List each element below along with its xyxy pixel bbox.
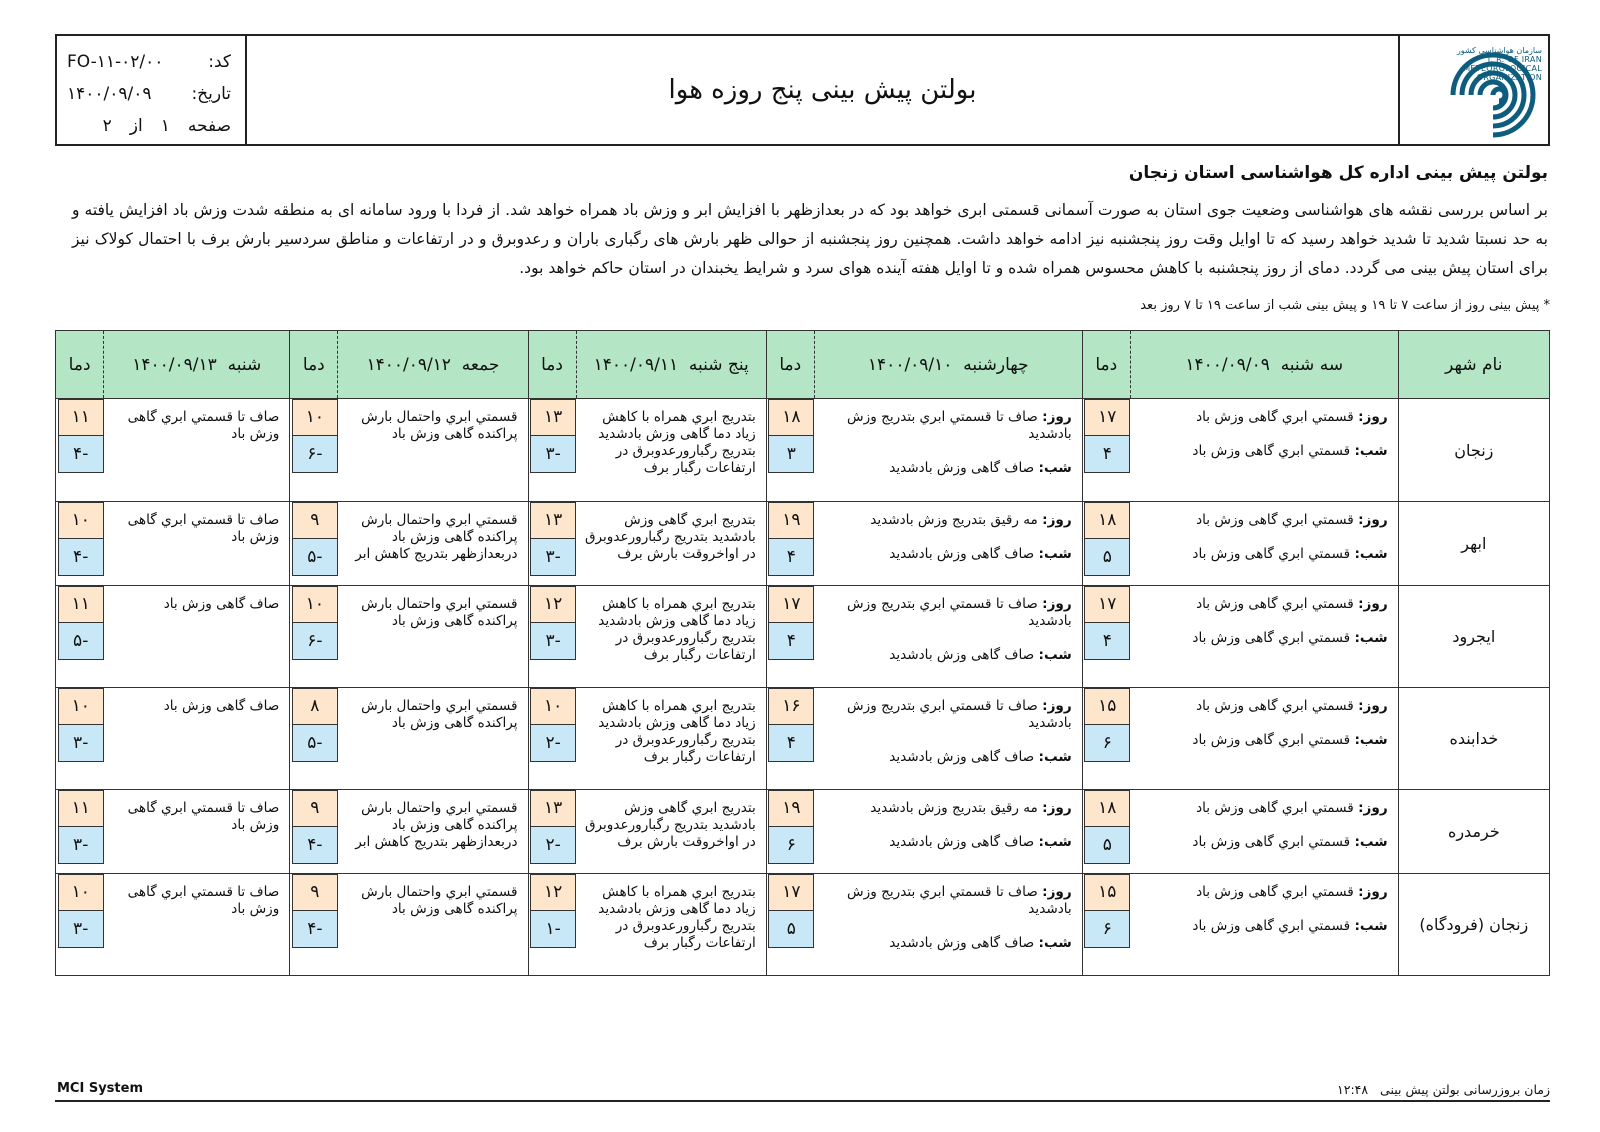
night-forecast bbox=[822, 647, 1071, 664]
min-temp: -۴ bbox=[58, 436, 104, 473]
forecast-cell bbox=[338, 399, 528, 502]
max-temp: ۱۱ bbox=[58, 586, 104, 623]
city-name: ايجرود bbox=[1398, 586, 1549, 688]
night-forecast-text: قسمتي ابري گاهی وزش باد bbox=[1192, 918, 1351, 934]
min-temp: ۳ bbox=[768, 436, 814, 473]
temp-column-header: دما bbox=[528, 331, 576, 399]
forecast-text: صاف تا قسمتي ابري گاهی وزش باد bbox=[127, 800, 280, 833]
max-temp: ۱۱ bbox=[58, 399, 104, 436]
day-forecast-text: صاف تا قسمتي ابري بتدريج وزش بادشديد bbox=[847, 596, 1072, 629]
day-label: روز: bbox=[1358, 409, 1388, 425]
day-forecast-text: صاف تا قسمتي ابري بتدريج وزش بادشديد bbox=[847, 698, 1072, 731]
city-name: زنجان bbox=[1398, 399, 1549, 502]
min-temp: ۴ bbox=[1084, 436, 1130, 473]
page-of: از bbox=[129, 116, 143, 136]
temp-cell bbox=[766, 790, 814, 874]
day-date: ۱۴۰۰/۰۹/۱۱ bbox=[593, 354, 679, 375]
forecast-text: بتدريج ابري گاهی وزش بادشديد بتدريج رگبارورعدوبرق در اواخروقت بارش برف bbox=[584, 512, 756, 562]
temp-cell bbox=[1082, 790, 1130, 874]
forecast-period-note: * پیش بینی روز از ساعت ۷ تا ۱۹ و پیش بینی شب از ساعت ۱۹ تا ۷ روز بعد bbox=[1140, 298, 1550, 313]
temp-cell bbox=[290, 874, 338, 976]
min-temp: ۴ bbox=[1084, 623, 1130, 660]
night-label: شب: bbox=[1354, 546, 1388, 562]
max-temp: ۱۰ bbox=[292, 586, 338, 623]
temp-cell bbox=[766, 586, 814, 688]
min-temp: ۶ bbox=[768, 827, 814, 864]
night-label: شب: bbox=[1354, 443, 1388, 459]
day-column-header bbox=[104, 331, 290, 399]
forecast-cell bbox=[338, 586, 528, 688]
night-label: شب: bbox=[1038, 647, 1072, 663]
day-column-header bbox=[1130, 331, 1398, 399]
city-column-header: نام شهر bbox=[1398, 331, 1549, 399]
forecast-cell bbox=[338, 874, 528, 976]
forecast-cell bbox=[1130, 586, 1398, 688]
forecast-cell bbox=[338, 688, 528, 790]
day-date: ۱۴۰۰/۰۹/۰۹ bbox=[1185, 354, 1270, 375]
day-forecast bbox=[1138, 409, 1387, 426]
day-forecast-text: قسمتي ابري گاهی وزش باد bbox=[1196, 698, 1354, 714]
forecast-cell bbox=[576, 874, 766, 976]
night-label: شب: bbox=[1354, 834, 1388, 850]
max-temp: ۱۰ bbox=[58, 688, 104, 725]
temp-column-header: دما bbox=[1082, 331, 1130, 399]
day-forecast bbox=[1138, 512, 1387, 529]
forecast-text: بتدريج ابري همراه با كاهش زياد دما گاهی وزش بادشديد بتدريج رگبارورعدوبرق در ارتفاعات رگبار برف bbox=[598, 409, 756, 476]
system-name: MCI System bbox=[57, 1081, 143, 1096]
forecast-cell bbox=[104, 502, 290, 586]
forecast-text: بتدريج ابري همراه با كاهش زياد دما گاهی وزش بادشديد بتدريج رگبارورعدوبرق در ارتفاعات رگبار برف bbox=[598, 698, 756, 765]
day-forecast-text: قسمتي ابري گاهی وزش باد bbox=[1196, 596, 1354, 612]
night-forecast-text: صاف گاهی وزش بادشديد bbox=[889, 834, 1035, 850]
day-label: روز: bbox=[1042, 884, 1072, 900]
forecast-cell bbox=[814, 399, 1082, 502]
bulletin-header bbox=[55, 34, 1550, 146]
min-temp: -۳ bbox=[58, 725, 104, 762]
day-forecast-text: صاف تا قسمتي ابري بتدريج وزش بادشديد bbox=[847, 884, 1072, 917]
day-date: ۱۴۰۰/۰۹/۱۳ bbox=[132, 354, 217, 375]
section-title: بولتن پیش بینی اداره کل هواشناسی استان زنجان bbox=[1128, 163, 1548, 183]
temp-cell bbox=[290, 586, 338, 688]
min-temp: -۶ bbox=[292, 623, 338, 660]
night-forecast bbox=[1138, 546, 1387, 563]
min-temp: ۴ bbox=[768, 623, 814, 660]
city-row bbox=[56, 586, 1550, 688]
min-temp: -۳ bbox=[58, 911, 104, 948]
forecast-cell bbox=[338, 502, 528, 586]
forecast-cell bbox=[1130, 874, 1398, 976]
forecast-cell bbox=[576, 688, 766, 790]
day-label: روز: bbox=[1358, 800, 1388, 816]
day-forecast bbox=[1138, 596, 1387, 613]
logo-text: سازمان هواشناسی کشور I. R. OF IRAN METEOROLOGICAL ORGANIZATION bbox=[1456, 46, 1542, 82]
max-temp: ۱۵ bbox=[1084, 874, 1130, 911]
min-temp: ۵ bbox=[1084, 539, 1130, 576]
document-meta bbox=[57, 36, 247, 144]
day-label: روز: bbox=[1358, 698, 1388, 714]
city-name: ابهر bbox=[1398, 502, 1549, 586]
forecast-cell bbox=[576, 586, 766, 688]
min-temp: ۴ bbox=[768, 725, 814, 762]
forecast-text: صاف تا قسمتي ابري گاهی وزش باد bbox=[127, 409, 280, 442]
temp-cell bbox=[528, 399, 576, 502]
day-name: جمعه bbox=[461, 354, 500, 375]
max-temp: ۱۰ bbox=[530, 688, 576, 725]
forecast-text: صاف گاهی وزش باد bbox=[163, 698, 280, 714]
forecast-text: صاف گاهی وزش باد bbox=[163, 596, 280, 612]
max-temp: ۱۲ bbox=[530, 586, 576, 623]
temp-cell bbox=[56, 399, 104, 502]
max-temp: ۱۱ bbox=[58, 790, 104, 827]
temp-cell bbox=[528, 688, 576, 790]
forecast-text: قسمتي ابري واحتمال بارش پراكنده گاهی وزش باد bbox=[361, 884, 518, 917]
forecast-cell bbox=[814, 874, 1082, 976]
min-temp: -۳ bbox=[530, 539, 576, 576]
max-temp: ۹ bbox=[292, 502, 338, 539]
city-row bbox=[56, 399, 1550, 502]
night-forecast-text: قسمتي ابري گاهی وزش باد bbox=[1192, 443, 1351, 459]
temp-cell bbox=[290, 790, 338, 874]
forecast-text: قسمتي ابري واحتمال بارش پراكنده گاهی وزش باد دربعدازظهر بتدريج كاهش ابر bbox=[355, 800, 518, 850]
night-label: شب: bbox=[1038, 460, 1072, 476]
night-label: شب: bbox=[1038, 749, 1072, 765]
night-forecast-text: قسمتي ابري گاهی وزش باد bbox=[1192, 834, 1351, 850]
min-temp: -۵ bbox=[292, 725, 338, 762]
night-forecast-text: صاف گاهی وزش بادشديد bbox=[889, 935, 1035, 951]
night-forecast-text: قسمتي ابري گاهی وزش باد bbox=[1192, 732, 1351, 748]
forecast-cell bbox=[338, 790, 528, 874]
night-forecast bbox=[822, 749, 1071, 766]
max-temp: ۸ bbox=[292, 688, 338, 725]
max-temp: ۱۰ bbox=[292, 399, 338, 436]
night-forecast bbox=[822, 546, 1071, 563]
night-label: شب: bbox=[1354, 630, 1388, 646]
day-forecast-text: صاف تا قسمتي ابري بتدريج وزش بادشديد bbox=[847, 409, 1072, 442]
min-temp: -۲ bbox=[530, 827, 576, 864]
day-label: روز: bbox=[1358, 884, 1388, 900]
spiral-logo-icon bbox=[1448, 50, 1538, 140]
day-forecast bbox=[822, 512, 1071, 529]
temp-cell bbox=[1082, 502, 1130, 586]
day-forecast-text: قسمتي ابري گاهی وزش باد bbox=[1196, 884, 1354, 900]
temp-cell bbox=[1082, 874, 1130, 976]
forecast-text: قسمتي ابري واحتمال بارش پراكنده گاهی وزش باد bbox=[361, 596, 518, 629]
night-forecast bbox=[822, 935, 1071, 952]
temp-cell bbox=[56, 688, 104, 790]
update-time-value: ۱۲:۴۸ bbox=[1337, 1082, 1369, 1097]
max-temp: ۱۰ bbox=[58, 502, 104, 539]
min-temp: -۳ bbox=[530, 436, 576, 473]
forecast-cell bbox=[1130, 790, 1398, 874]
forecast-cell bbox=[104, 874, 290, 976]
max-temp: ۱۵ bbox=[1084, 688, 1130, 725]
day-label: روز: bbox=[1042, 409, 1072, 425]
date-row bbox=[67, 78, 231, 110]
page-total: ۲ bbox=[102, 116, 112, 136]
day-forecast bbox=[1138, 698, 1387, 715]
temp-cell bbox=[528, 874, 576, 976]
forecast-cell bbox=[814, 790, 1082, 874]
synopsis-text: بر اساس بررسی نقشه های هواشناسی وضعیت جوی استان به صورت آسمانی قسمتی ابری خواهد بود که در بعدازظهر با افزایش ابر و وزش باد همراه خواهد شد. از فردا با ورود سامانه ای به منطقه شدت وزش باد افزایش یافته و به حد نسبتا شدید تا شدید خواهد رسید که تا اوایل وقت روز پنجشنبه نیز ادامه خواهد داشت. همچنین روز پنجشنبه از حوالی ظهر بارش های رگباری باران و رعدوبرق و در ارتفاعات و مناطق سردسیر بارش برف با احتمال کولاک نیز برای استان پیش بینی می گردد. دمای از روز پنجشنبه با کاهش محسوس همراه شده و تا اوایل هفته آینده هوای سرد و شرایط یخبندان در استان حاکم خواهد بود. bbox=[72, 201, 1548, 277]
day-date: ۱۴۰۰/۰۹/۱۲ bbox=[366, 354, 451, 375]
night-label: شب: bbox=[1354, 918, 1388, 934]
page-number: ۱ bbox=[160, 116, 170, 136]
code-value: FO-۱۱-۰۲/۰۰ bbox=[67, 52, 164, 72]
temp-column-header: دما bbox=[290, 331, 338, 399]
night-forecast-text: صاف گاهی وزش بادشديد bbox=[889, 749, 1035, 765]
forecast-cell bbox=[814, 688, 1082, 790]
forecast-text: بتدريج ابري همراه با كاهش زياد دما گاهی وزش بادشديد بتدريج رگبارورعدوبرق در ارتفاعات رگبار برف bbox=[598, 596, 756, 663]
forecast-cell bbox=[1130, 502, 1398, 586]
city-row bbox=[56, 790, 1550, 874]
day-forecast-text: مه رقيق بتدريج وزش بادشديد bbox=[870, 512, 1038, 528]
day-column-header bbox=[814, 331, 1082, 399]
day-forecast-text: مه رقيق بتدريج وزش بادشديد bbox=[870, 800, 1038, 816]
date-label: تاریخ: bbox=[191, 84, 231, 104]
footer-divider bbox=[55, 1100, 1550, 1102]
max-temp: ۱۷ bbox=[1084, 586, 1130, 623]
min-temp: -۳ bbox=[530, 623, 576, 660]
forecast-text: قسمتي ابري واحتمال بارش پراكنده گاهی وزش باد bbox=[361, 698, 518, 731]
max-temp: ۱۰ bbox=[58, 874, 104, 911]
max-temp: ۱۸ bbox=[768, 399, 814, 436]
city-name: زنجان (فرودگاه) bbox=[1398, 874, 1549, 976]
max-temp: ۱۳ bbox=[530, 502, 576, 539]
min-temp: -۱ bbox=[530, 911, 576, 948]
forecast-text: صاف تا قسمتي ابري گاهی وزش باد bbox=[127, 884, 280, 917]
day-column-header bbox=[338, 331, 528, 399]
day-name: پنج شنبه bbox=[688, 354, 749, 375]
organization-logo bbox=[1398, 36, 1548, 144]
night-forecast bbox=[822, 460, 1071, 477]
day-forecast bbox=[1138, 884, 1387, 901]
max-temp: ۱۳ bbox=[530, 399, 576, 436]
temp-cell bbox=[290, 502, 338, 586]
day-label: روز: bbox=[1042, 512, 1072, 528]
forecast-text: بتدريج ابري گاهی وزش بادشديد بتدريج رگبارورعدوبرق در اواخروقت بارش برف bbox=[584, 800, 756, 850]
night-label: شب: bbox=[1038, 935, 1072, 951]
forecast-text: قسمتي ابري واحتمال بارش پراكنده گاهی وزش باد دربعدازظهر بتدريج كاهش ابر bbox=[355, 512, 518, 562]
night-forecast-text: قسمتي ابري گاهی وزش باد bbox=[1192, 630, 1351, 646]
day-forecast bbox=[822, 596, 1071, 630]
date-value: ۱۴۰۰/۰۹/۰۹ bbox=[67, 84, 152, 104]
day-column-header bbox=[576, 331, 766, 399]
day-name: چهارشنبه bbox=[963, 354, 1029, 375]
update-time bbox=[1337, 1082, 1550, 1097]
night-forecast-text: صاف گاهی وزش بادشديد bbox=[889, 647, 1035, 663]
header-row bbox=[56, 331, 1550, 399]
min-temp: ۶ bbox=[1084, 725, 1130, 762]
night-label: شب: bbox=[1038, 546, 1072, 562]
min-temp: -۲ bbox=[530, 725, 576, 762]
city-name: خرمدره bbox=[1398, 790, 1549, 874]
temp-cell bbox=[1082, 688, 1130, 790]
forecast-cell bbox=[104, 790, 290, 874]
max-temp: ۱۹ bbox=[768, 790, 814, 827]
day-forecast bbox=[822, 884, 1071, 918]
day-label: روز: bbox=[1358, 596, 1388, 612]
min-temp: ۴ bbox=[768, 539, 814, 576]
forecast-cell bbox=[1130, 688, 1398, 790]
min-temp: ۵ bbox=[768, 911, 814, 948]
day-forecast-text: قسمتي ابري گاهی وزش باد bbox=[1196, 409, 1354, 425]
day-forecast bbox=[822, 800, 1071, 817]
night-forecast bbox=[822, 834, 1071, 851]
forecast-cell bbox=[104, 688, 290, 790]
temp-cell bbox=[766, 688, 814, 790]
page-row bbox=[67, 110, 231, 142]
min-temp: -۴ bbox=[292, 911, 338, 948]
temp-cell bbox=[528, 586, 576, 688]
night-forecast bbox=[1138, 918, 1387, 935]
temp-cell bbox=[1082, 399, 1130, 502]
night-forecast bbox=[1138, 630, 1387, 647]
temp-cell bbox=[56, 586, 104, 688]
temp-cell bbox=[290, 399, 338, 502]
city-row bbox=[56, 688, 1550, 790]
day-forecast-text: قسمتي ابري گاهی وزش باد bbox=[1196, 800, 1354, 816]
forecast-cell bbox=[814, 586, 1082, 688]
min-temp: -۵ bbox=[58, 623, 104, 660]
min-temp: -۴ bbox=[58, 539, 104, 576]
forecast-cell bbox=[104, 586, 290, 688]
city-row bbox=[56, 874, 1550, 976]
max-temp: ۹ bbox=[292, 790, 338, 827]
day-name: شنبه bbox=[227, 354, 262, 375]
night-forecast bbox=[1138, 732, 1387, 749]
code-row bbox=[67, 46, 231, 78]
day-forecast-text: قسمتي ابري گاهی وزش باد bbox=[1196, 512, 1354, 528]
city-row bbox=[56, 502, 1550, 586]
temp-cell bbox=[1082, 586, 1130, 688]
min-temp: ۶ bbox=[1084, 911, 1130, 948]
day-label: روز: bbox=[1042, 698, 1072, 714]
night-forecast-text: قسمتي ابري گاهی وزش باد bbox=[1192, 546, 1351, 562]
max-temp: ۱۹ bbox=[768, 502, 814, 539]
max-temp: ۱۸ bbox=[1084, 502, 1130, 539]
temp-cell bbox=[766, 502, 814, 586]
min-temp: ۵ bbox=[1084, 827, 1130, 864]
max-temp: ۹ bbox=[292, 874, 338, 911]
temp-column-header: دما bbox=[56, 331, 104, 399]
day-forecast bbox=[1138, 800, 1387, 817]
day-forecast bbox=[822, 698, 1071, 732]
temp-cell bbox=[290, 688, 338, 790]
temp-cell bbox=[766, 874, 814, 976]
min-temp: -۴ bbox=[292, 827, 338, 864]
night-forecast bbox=[1138, 443, 1387, 460]
night-forecast bbox=[1138, 834, 1387, 851]
day-name: سه شنبه bbox=[1280, 354, 1344, 375]
min-temp: -۶ bbox=[292, 436, 338, 473]
temp-cell bbox=[766, 399, 814, 502]
max-temp: ۱۷ bbox=[768, 586, 814, 623]
temp-cell bbox=[56, 502, 104, 586]
max-temp: ۱۳ bbox=[530, 790, 576, 827]
forecast-table bbox=[55, 330, 1550, 976]
max-temp: ۱۷ bbox=[768, 874, 814, 911]
day-label: روز: bbox=[1358, 512, 1388, 528]
temp-cell bbox=[56, 790, 104, 874]
code-label: کد: bbox=[208, 52, 231, 72]
min-temp: -۵ bbox=[292, 539, 338, 576]
night-forecast-text: صاف گاهی وزش بادشديد bbox=[889, 546, 1035, 562]
max-temp: ۱۸ bbox=[1084, 790, 1130, 827]
temp-cell bbox=[528, 502, 576, 586]
page-label: صفحه bbox=[187, 116, 231, 136]
forecast-text: صاف تا قسمتي ابري گاهی وزش باد bbox=[127, 512, 280, 545]
page-title: بولتن پیش بینی پنج روزه هوا bbox=[668, 75, 977, 105]
min-temp: -۳ bbox=[58, 827, 104, 864]
forecast-cell bbox=[1130, 399, 1398, 502]
max-temp: ۱۷ bbox=[1084, 399, 1130, 436]
forecast-cell bbox=[104, 399, 290, 502]
update-label: زمان بروزرسانی بولتن پیش بینی bbox=[1380, 1082, 1550, 1097]
day-forecast bbox=[822, 409, 1071, 443]
max-temp: ۱۶ bbox=[768, 688, 814, 725]
forecast-cell bbox=[814, 502, 1082, 586]
temp-column-header: دما bbox=[766, 331, 814, 399]
day-label: روز: bbox=[1042, 800, 1072, 816]
night-label: شب: bbox=[1038, 834, 1072, 850]
city-name: خدابنده bbox=[1398, 688, 1549, 790]
night-forecast-text: صاف گاهی وزش بادشديد bbox=[889, 460, 1035, 476]
night-label: شب: bbox=[1354, 732, 1388, 748]
max-temp: ۱۲ bbox=[530, 874, 576, 911]
forecast-text: بتدريج ابري همراه با كاهش زياد دما گاهی وزش بادشديد بتدريج رگبارورعدوبرق در ارتفاعات رگبار برف bbox=[598, 884, 756, 951]
forecast-cell bbox=[576, 502, 766, 586]
forecast-text: قسمتي ابري واحتمال بارش پراكنده گاهی وزش باد bbox=[361, 409, 518, 442]
day-date: ۱۴۰۰/۰۹/۱۰ bbox=[867, 354, 953, 375]
temp-cell bbox=[528, 790, 576, 874]
forecast-cell bbox=[576, 399, 766, 502]
temp-cell bbox=[56, 874, 104, 976]
forecast-cell bbox=[576, 790, 766, 874]
day-label: روز: bbox=[1042, 596, 1072, 612]
